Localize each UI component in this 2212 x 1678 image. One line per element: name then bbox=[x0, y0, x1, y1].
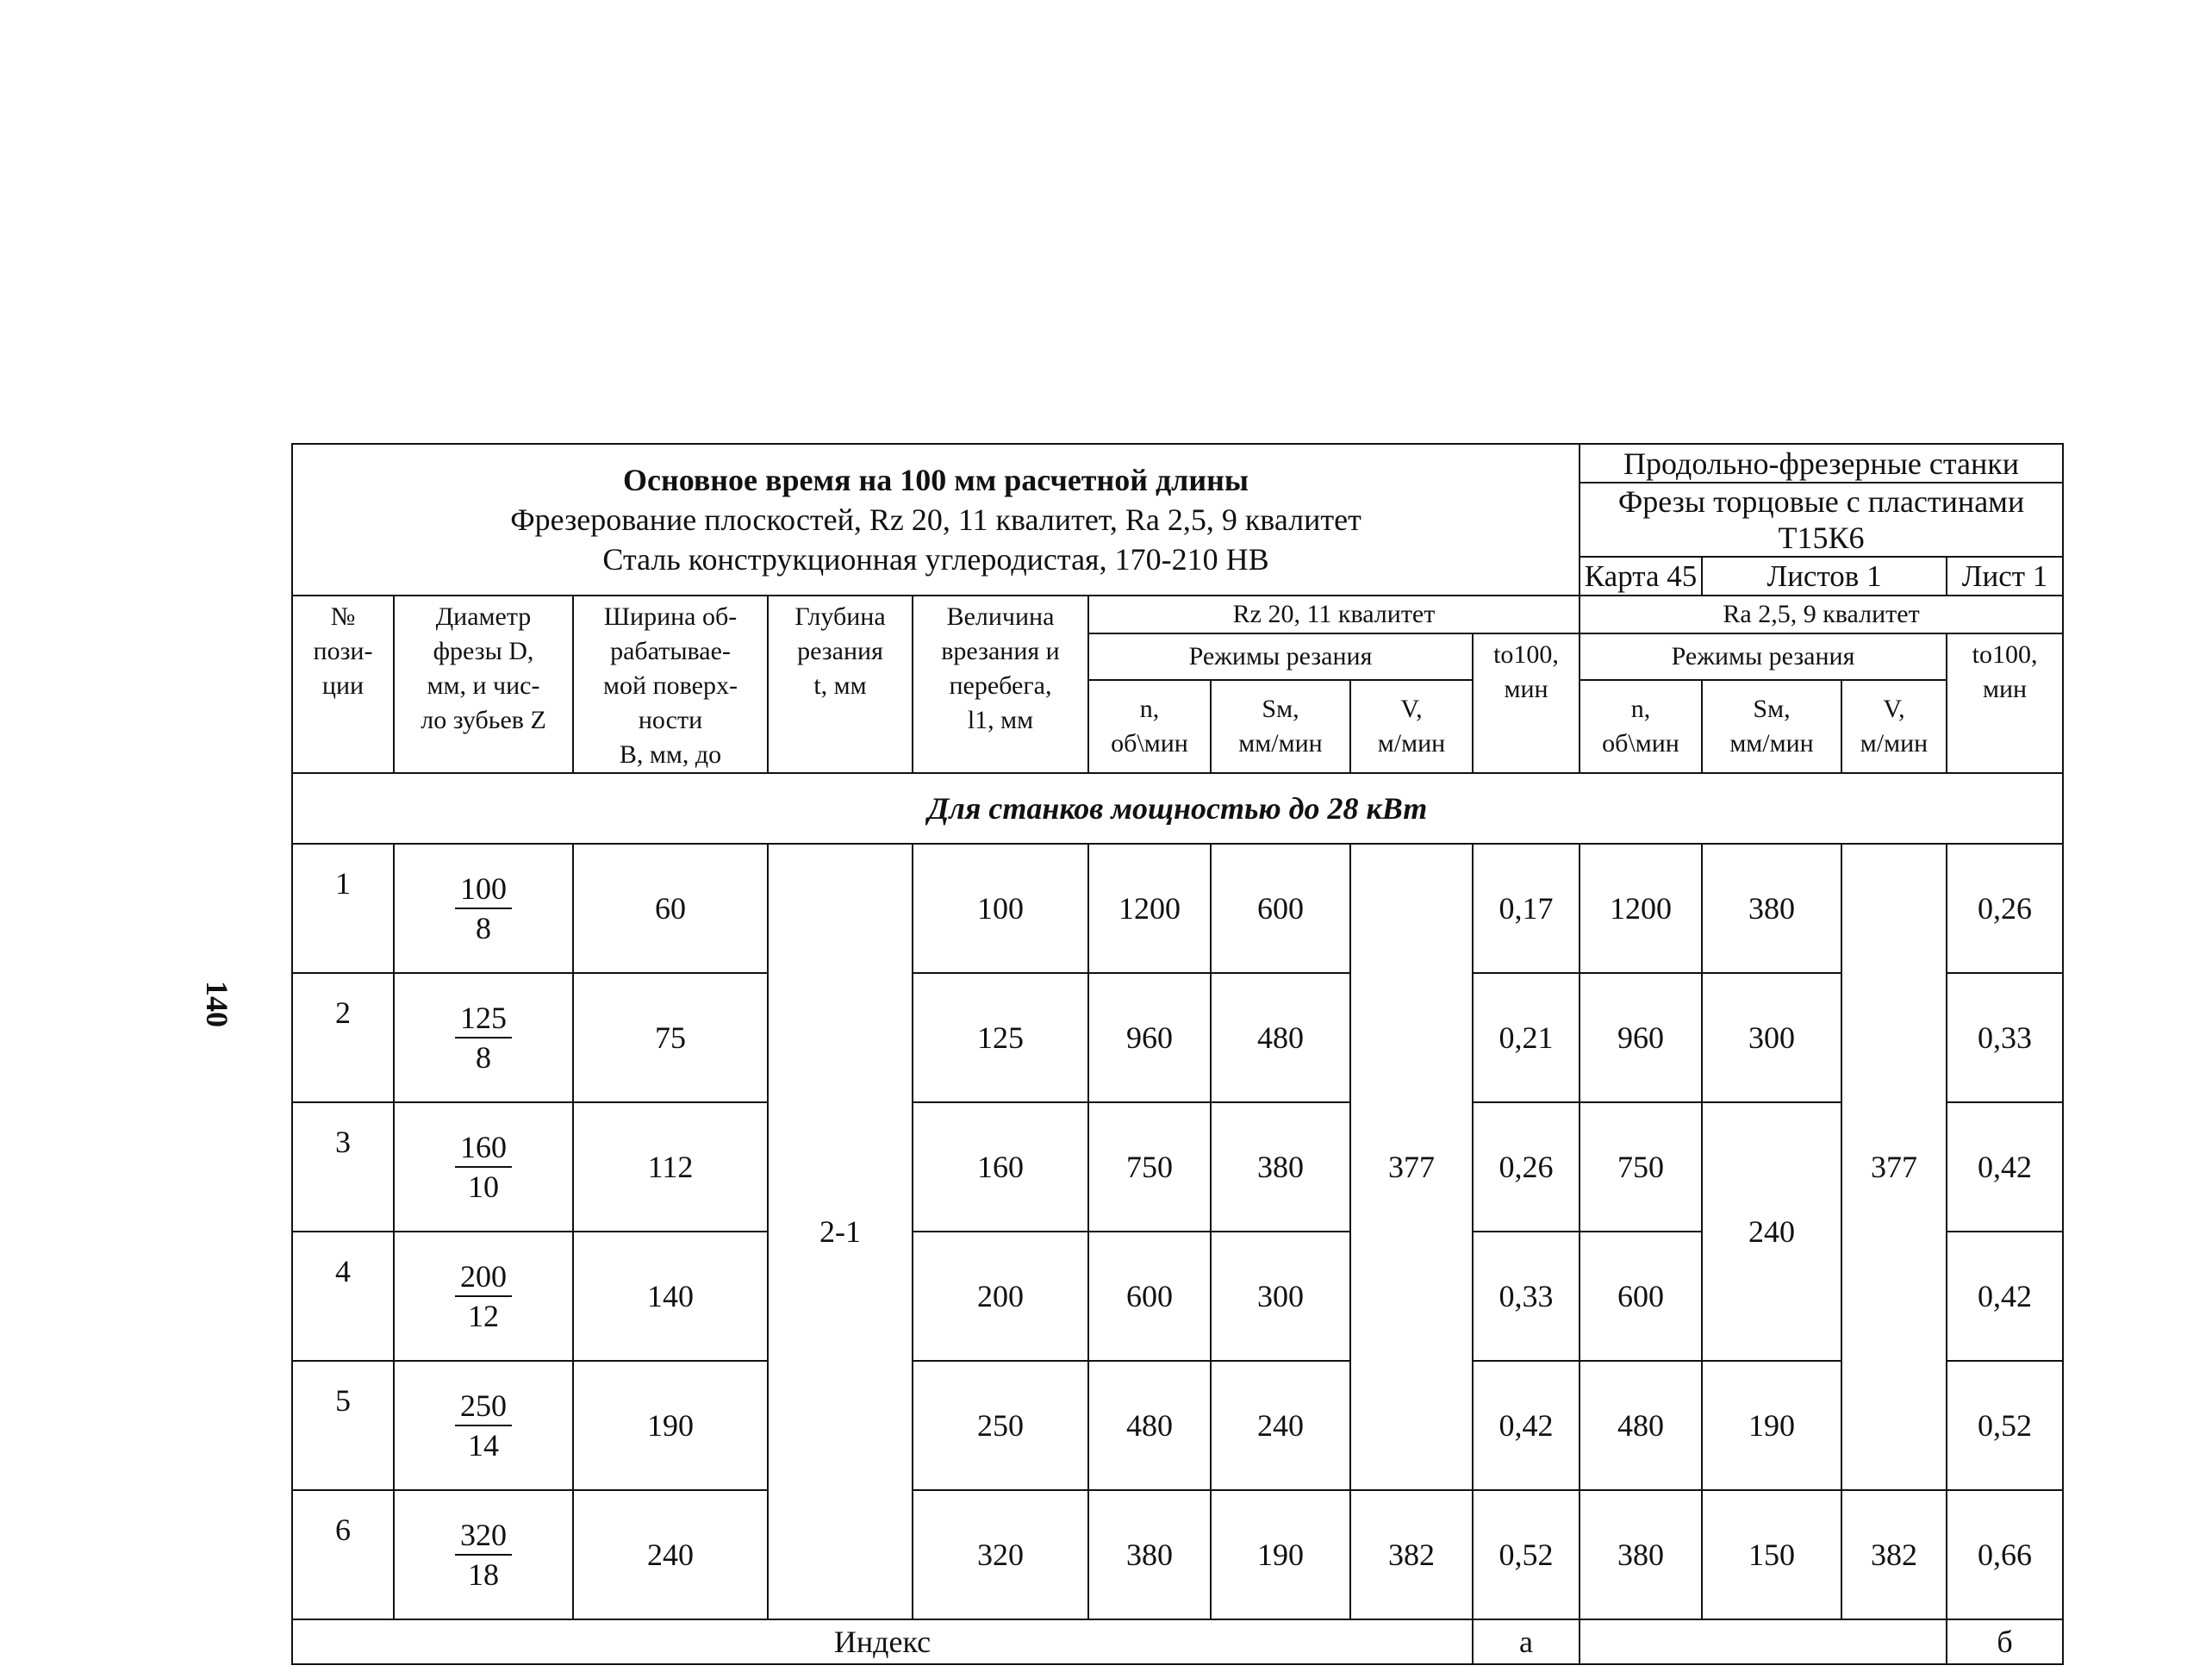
table-cell: 190 bbox=[573, 1361, 768, 1490]
table-cell: пози- bbox=[313, 637, 373, 665]
table-cell: ности bbox=[638, 706, 703, 734]
table-cell: 960 bbox=[1580, 973, 1702, 1102]
table-cell: 750 bbox=[1580, 1102, 1702, 1232]
table-cell: мм/мин bbox=[1729, 729, 1814, 758]
table-cell: 382 bbox=[1841, 1490, 1947, 1619]
v-merged-rz: 377 bbox=[1350, 844, 1473, 1490]
col-header-diameter bbox=[394, 596, 573, 773]
table-cell: мой поверх- bbox=[603, 671, 738, 700]
table-cell: 0,17 bbox=[1473, 844, 1580, 973]
col-header-position bbox=[292, 596, 394, 773]
table-cell: 250 bbox=[913, 1361, 1088, 1490]
table-cell: 0,66 bbox=[1947, 1490, 2063, 1619]
table-cell: Диаметр bbox=[435, 602, 532, 631]
card-number: Карта 45 bbox=[1580, 557, 1702, 596]
table-cell: 4 bbox=[292, 1232, 394, 1361]
table-cell: 750 bbox=[1088, 1102, 1211, 1232]
col-header-cut-in bbox=[913, 596, 1088, 773]
table-cell: 200 bbox=[913, 1232, 1088, 1361]
col-modes-rz: Режимы резания bbox=[1088, 633, 1473, 680]
table-cell: об\мин bbox=[1111, 729, 1188, 758]
sheets-count: Листов 1 bbox=[1702, 557, 1947, 596]
table-cell: фрезы D, bbox=[433, 637, 534, 665]
table-cell: 0,26 bbox=[1473, 1102, 1580, 1232]
table-cell: мин bbox=[1504, 675, 1548, 703]
table-cell: 12 bbox=[468, 1299, 499, 1333]
table-cell: 240 bbox=[573, 1490, 768, 1619]
table-cell: 0,42 bbox=[1473, 1361, 1580, 1490]
table-cell: ции bbox=[321, 671, 365, 700]
table-cell: мм/мин bbox=[1238, 729, 1323, 758]
index-blank bbox=[1580, 1619, 1947, 1664]
table-cell: V, bbox=[1883, 695, 1905, 723]
section-title: Для станков мощностью до 28 кВт bbox=[292, 773, 2063, 844]
table-cell: 190 bbox=[1211, 1490, 1350, 1619]
table-cell: 125 bbox=[455, 999, 512, 1039]
col-header-v-ra bbox=[1841, 680, 1947, 773]
table-cell: м/мин bbox=[1377, 729, 1446, 758]
table-cell: 300 bbox=[1702, 973, 1841, 1102]
table-cell: 160 bbox=[455, 1128, 512, 1168]
page-number: 140 bbox=[200, 981, 234, 1027]
v-merged-ra: 377 bbox=[1841, 844, 1947, 1490]
index-a: а bbox=[1473, 1619, 1580, 1664]
tool-type: Фрезы торцовые с пластинами Т15К6 bbox=[1580, 483, 2063, 557]
col-header-n-rz bbox=[1088, 680, 1211, 773]
table-row bbox=[292, 1490, 2063, 1619]
table-cell: 10 bbox=[468, 1170, 499, 1204]
depth-merged: 2-1 bbox=[768, 844, 913, 1619]
index-b: б bbox=[1947, 1619, 2063, 1664]
table-cell: 0,33 bbox=[1947, 973, 2063, 1102]
table-cell: 190 bbox=[1702, 1361, 1841, 1490]
table-cell: ло зубьев Z bbox=[421, 706, 546, 734]
table-cell: врезания и bbox=[941, 637, 1060, 665]
table-cell: t, мм bbox=[813, 671, 867, 700]
table-row bbox=[292, 1102, 2063, 1232]
table-cell: l1, мм bbox=[967, 706, 1034, 734]
machine-type: Продольно-фрезерные станки bbox=[1580, 444, 2063, 483]
table-row bbox=[292, 844, 2063, 973]
table-cell: 8 bbox=[476, 911, 491, 945]
table-cell: 5 bbox=[292, 1361, 394, 1490]
table-row bbox=[292, 973, 2063, 1102]
table-cell: м/мин bbox=[1860, 729, 1928, 758]
col-header-v-rz bbox=[1350, 680, 1473, 773]
table-cell: Sм, bbox=[1753, 695, 1791, 723]
table-cell: 480 bbox=[1088, 1361, 1211, 1490]
table-cell: 0,42 bbox=[1947, 1232, 2063, 1361]
col-header-depth bbox=[768, 596, 913, 773]
table-cell: 18 bbox=[468, 1557, 499, 1592]
table-cell: 100 bbox=[455, 870, 512, 909]
table-cell: 1 bbox=[292, 844, 394, 973]
table-cell: 250 bbox=[455, 1387, 512, 1426]
table-cell: 320 bbox=[913, 1490, 1088, 1619]
table-cell: Глубина bbox=[794, 602, 886, 631]
sheet-number: Лист 1 bbox=[1947, 557, 2063, 596]
table-title-block bbox=[292, 444, 1580, 596]
table-cell: 380 bbox=[1580, 1490, 1702, 1619]
table-cell: Величина bbox=[946, 602, 1055, 631]
col-header-sm-ra bbox=[1702, 680, 1841, 773]
col-header-width bbox=[573, 596, 768, 773]
table-cell: 300 bbox=[1211, 1232, 1350, 1361]
table-cell: 240 bbox=[1211, 1361, 1350, 1490]
table-cell: 60 bbox=[573, 844, 768, 973]
table-cell: мм, и чис- bbox=[427, 671, 540, 700]
table-cell: резания bbox=[797, 637, 883, 665]
table-cell: to100, bbox=[1493, 640, 1559, 669]
index-label: Индекс bbox=[292, 1619, 1473, 1664]
table-cell: мин bbox=[1982, 675, 2028, 703]
table-cell: 140 bbox=[573, 1232, 768, 1361]
table-title: Основное время на 100 мм расчетной длины bbox=[623, 463, 1249, 497]
table-subtitle-operation: Фрезерование плоскостей, Rz 20, 11 квалитет, Ra 2,5, 9 квалитет bbox=[510, 502, 1361, 537]
table-cell: 600 bbox=[1211, 844, 1350, 973]
table-cell: 8 bbox=[476, 1040, 491, 1075]
table-cell: 0,52 bbox=[1947, 1361, 2063, 1490]
table-cell: 112 bbox=[573, 1102, 768, 1232]
table-cell: 100 bbox=[913, 844, 1088, 973]
table-row bbox=[292, 1361, 2063, 1490]
table-cell: 1200 bbox=[1088, 844, 1211, 973]
table-cell: 380 bbox=[1702, 844, 1841, 973]
col-header-to-rz bbox=[1473, 633, 1580, 773]
table-cell: 600 bbox=[1580, 1232, 1702, 1361]
table-cell: 960 bbox=[1088, 973, 1211, 1102]
table-cell: 2 bbox=[292, 973, 394, 1102]
table-cell: 600 bbox=[1088, 1232, 1211, 1361]
table-cell: n, bbox=[1630, 695, 1651, 723]
table-cell: 160 bbox=[913, 1102, 1088, 1232]
table-cell: 125 bbox=[913, 973, 1088, 1102]
col-group-ra: Ra 2,5, 9 квалитет bbox=[1580, 596, 2063, 633]
table-cell: 0,52 bbox=[1473, 1490, 1580, 1619]
table-cell: 320 bbox=[455, 1516, 512, 1556]
table-cell: 0,42 bbox=[1947, 1102, 2063, 1232]
col-modes-ra: Режимы резания bbox=[1580, 633, 1947, 680]
col-group-rz: Rz 20, 11 квалитет bbox=[1088, 596, 1580, 633]
table-cell: 480 bbox=[1211, 973, 1350, 1102]
table-cell: V, bbox=[1400, 695, 1423, 723]
col-header-to-ra bbox=[1947, 633, 2063, 773]
table-cell: В, мм, до bbox=[619, 740, 722, 769]
table-cell: 0,26 bbox=[1947, 844, 2063, 973]
table-cell: n, bbox=[1139, 695, 1160, 723]
table-cell: Sм, bbox=[1262, 695, 1299, 723]
col-header-sm-rz bbox=[1211, 680, 1350, 773]
table-subtitle-material: Сталь конструкционная углеродистая, 170-210 НВ bbox=[602, 542, 1269, 577]
table-cell: 14 bbox=[468, 1428, 499, 1463]
table-cell: 75 bbox=[573, 973, 768, 1102]
table-cell: об\мин bbox=[1602, 729, 1679, 758]
table-cell: 0,33 bbox=[1473, 1232, 1580, 1361]
table-cell: рабатывае- bbox=[610, 637, 731, 665]
sm-merged-ra: 240 bbox=[1702, 1102, 1841, 1361]
table-cell: 382 bbox=[1350, 1490, 1473, 1619]
table-cell: 3 bbox=[292, 1102, 394, 1232]
table-cell: 380 bbox=[1211, 1102, 1350, 1232]
table-cell: 380 bbox=[1088, 1490, 1211, 1619]
table-cell: 0,21 bbox=[1473, 973, 1580, 1102]
norms-table bbox=[291, 443, 2064, 1665]
table-cell: 1200 bbox=[1580, 844, 1702, 973]
table-cell: 480 bbox=[1580, 1361, 1702, 1490]
col-header-n-ra bbox=[1580, 680, 1702, 773]
table-cell: 200 bbox=[455, 1257, 512, 1297]
table-cell: to100, bbox=[1972, 640, 2038, 669]
table-cell: № bbox=[330, 602, 356, 631]
table-cell: 6 bbox=[292, 1490, 394, 1619]
table-cell: Ширина об- bbox=[603, 602, 738, 631]
table-cell: перебега, bbox=[949, 671, 1052, 700]
table-cell: 150 bbox=[1702, 1490, 1841, 1619]
